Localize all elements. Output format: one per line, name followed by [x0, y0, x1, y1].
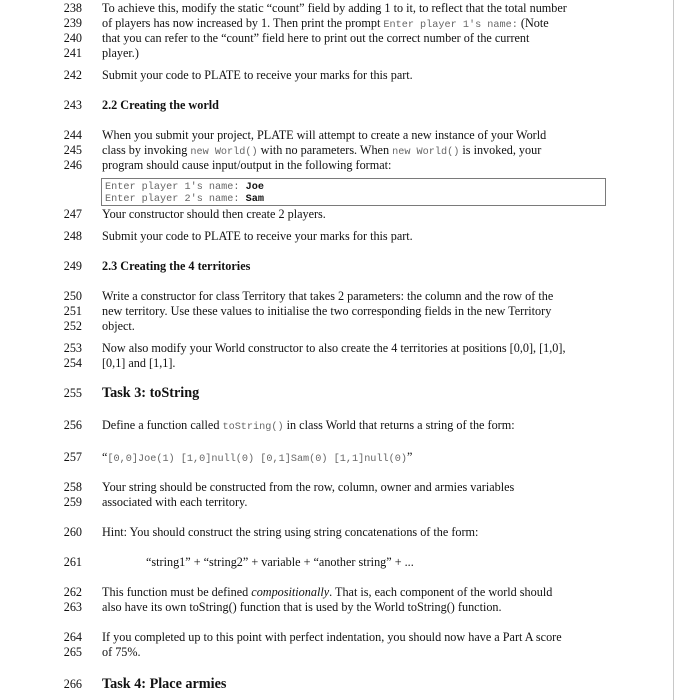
text-line — [102, 585, 612, 600]
line-number: 247 — [63, 207, 82, 221]
text-segment: To achieve this, modify the static “count” field by adding 1 to it, to reflect that the total number — [102, 1, 567, 15]
text-segment: Task 4: Place armies — [102, 676, 227, 692]
line-number: 266 — [63, 677, 82, 691]
text-segment: is invoked, your — [459, 143, 542, 157]
code-input-value: Sam — [245, 194, 264, 205]
text-segment: program should cause input/output in the following format: — [102, 158, 392, 172]
line-number: 263 — [63, 600, 82, 614]
text-line — [102, 31, 612, 46]
inline-code: Enter player 1's name: — [383, 20, 518, 31]
text-segment: with no parameters. When — [257, 143, 393, 157]
line-number: 243 — [63, 98, 82, 112]
text-line — [102, 341, 612, 356]
text-segment: Hint: You should construct the string using string concatenations of the form: — [102, 525, 479, 539]
text-line — [102, 68, 612, 83]
line-number: 259 — [63, 495, 82, 509]
text-segment: Write a constructor for class Territory that takes 2 parameters: the column and the row of the — [102, 289, 554, 303]
text-line — [102, 207, 612, 222]
text-line — [102, 1, 612, 16]
code-prompt: Enter player 1's name: — [105, 182, 246, 193]
text-segment: 2.2 Creating the world — [102, 98, 219, 112]
line-number: 257 — [63, 450, 82, 464]
text-segment: that you can refer to the “count” field here to print out the correct number of the current — [102, 31, 530, 45]
line-number: 240 — [63, 31, 82, 45]
line-number: 242 — [63, 68, 82, 82]
text-line — [102, 480, 612, 495]
text-line — [102, 630, 612, 645]
text-line — [102, 600, 612, 615]
text-segment: This function must be defined — [102, 585, 252, 599]
text-segment: class by invoking — [102, 143, 191, 157]
line-number: 252 — [63, 319, 82, 333]
text-segment: 2.3 Creating the 4 territories — [102, 259, 251, 273]
line-number: 249 — [63, 259, 82, 273]
example-string — [102, 450, 612, 467]
text-segment: also have its own toString() function that is used by the World toString() function. — [102, 600, 502, 614]
text-segment: object. — [102, 319, 135, 333]
text-segment: associated with each territory. — [102, 495, 248, 509]
text-segment: of players has now increased by 1. Then print the prompt — [102, 16, 384, 30]
inline-code: new World() — [392, 147, 460, 158]
text-segment: Your string should be constructed from the row, column, owner and armies variables — [102, 480, 515, 494]
line-number: 265 — [63, 645, 82, 659]
line-number: 260 — [63, 525, 82, 539]
text-segment: of 75%. — [102, 645, 141, 659]
text-segment: When you submit your project, PLATE will attempt to create a new instance of your World — [102, 128, 547, 142]
code-example-box — [101, 178, 606, 206]
line-number: 264 — [63, 630, 82, 644]
text-segment: If you completed up to this point with perfect indentation, you should now have a Part A score — [102, 630, 562, 644]
task-heading — [102, 386, 612, 401]
text-segment: in class World that returns a string of the form: — [283, 418, 515, 432]
text-line — [102, 645, 612, 660]
line-number: 261 — [63, 555, 82, 569]
concat-example — [146, 555, 656, 570]
line-number: 246 — [63, 158, 82, 172]
text-segment: player.) — [102, 46, 139, 60]
text-segment: Define a function called — [102, 418, 223, 432]
line-number: 244 — [63, 128, 82, 142]
line-number: 253 — [63, 341, 82, 355]
text-segment: (Note — [517, 16, 549, 30]
line-number: 251 — [63, 304, 82, 318]
section-heading — [102, 259, 612, 274]
text-segment: ” — [406, 450, 413, 464]
text-line — [102, 319, 612, 334]
line-number: 254 — [63, 356, 82, 370]
task-heading — [102, 677, 612, 692]
text-line — [102, 46, 612, 61]
text-segment: . That is, each component of the world should — [329, 585, 553, 599]
line-number: 256 — [63, 418, 82, 432]
text-line — [102, 304, 612, 319]
line-number: 245 — [63, 143, 82, 157]
text-segment: Task 3: toString — [102, 385, 200, 401]
line-number: 238 — [63, 1, 82, 15]
text-line — [102, 158, 612, 173]
emphasis: compositionally — [251, 585, 330, 599]
text-segment: “string1” + “string2” + variable + “another string” + ... — [146, 555, 414, 569]
line-number: 239 — [63, 16, 82, 30]
code-input-value: Joe — [245, 182, 264, 193]
text-segment: Submit your code to PLATE to receive your marks for this part. — [102, 68, 413, 82]
inline-code: toString() — [222, 422, 284, 433]
line-number: 250 — [63, 289, 82, 303]
text-line — [102, 525, 612, 540]
line-number: 241 — [63, 46, 82, 60]
text-line — [102, 495, 612, 510]
inline-code: new World() — [190, 147, 258, 158]
section-heading — [102, 98, 612, 113]
inline-code: [0,0]Joe(1) [1,0]null(0) [0,1]Sam(0) [1,1]null(0) — [107, 454, 407, 465]
text-line — [102, 356, 612, 371]
text-line — [102, 229, 612, 244]
text-segment: Submit your code to PLATE to receive your marks for this part. — [102, 229, 413, 243]
text-segment: “ — [102, 450, 108, 464]
text-line — [102, 289, 612, 304]
code-line-2 — [105, 192, 264, 207]
line-number: 262 — [63, 585, 82, 599]
line-number: 248 — [63, 229, 82, 243]
text-line — [102, 418, 612, 435]
line-number: 255 — [63, 386, 82, 400]
line-number: 258 — [63, 480, 82, 494]
text-segment: Your constructor should then create 2 players. — [102, 207, 326, 221]
code-prompt: Enter player 2's name: — [105, 194, 246, 205]
text-segment: [0,1] and [1,1]. — [102, 356, 176, 370]
text-segment: new territory. Use these values to initialise the two corresponding fields in the new Territory — [102, 304, 552, 318]
text-segment: Now also modify your World constructor to also create the 4 territories at positions [0,0], [1,0], — [102, 341, 566, 355]
text-line — [102, 128, 612, 143]
